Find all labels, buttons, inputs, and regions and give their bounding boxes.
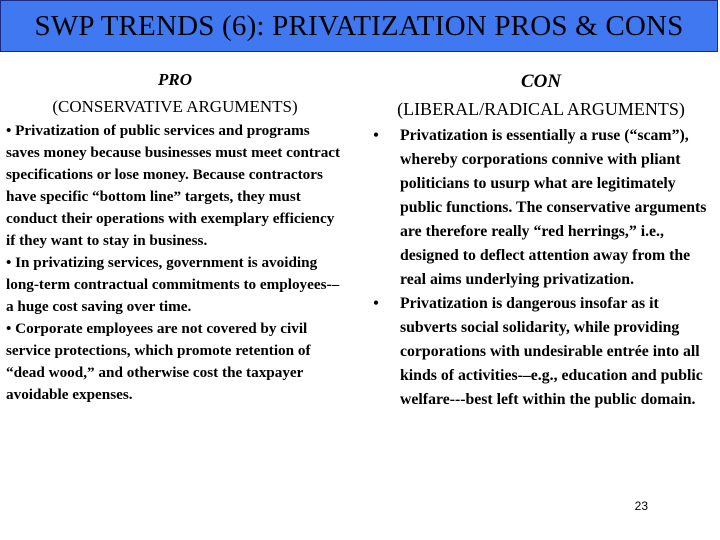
con-item [366,292,716,412]
bullet-icon: • [373,295,379,312]
pro-heading: PRO [158,70,192,89]
con-column [366,72,716,412]
pro-column [6,70,344,406]
slide-title: SWP TRENDS (6): PRIVATIZATION PROS & CONS [34,9,684,42]
con-list [366,124,716,412]
con-item [366,124,716,292]
con-subheading: (LIBERAL/RADICAL ARGUMENTS) [397,99,685,119]
pro-items [6,120,344,406]
pro-item: • Privatization of public services and programs saves money because businesses must meet contract specifications or lose money. Because contractors have specific “bottom line” targets, they must conduct their operations with exemplary efficiency if they want to stay in business. [6,122,341,249]
slide-number: 23 [634,499,648,513]
con-item-text: Privatization is dangerous insofar as it subverts social solidarity, while providing corporations with undesirable entrée into all kinds of activities-–e.g., education and public welfare---best left within the public domain. [400,295,703,408]
pro-item: • Corporate employees are not covered by civil service protections, which promote retention of “dead wood,” and otherwise cost the taxpayer avoidable expenses. [6,320,311,403]
con-heading: CON [520,71,562,92]
bullet-icon: • [373,127,379,144]
title-bar [0,0,718,52]
con-item-text: Privatization is essentially a ruse (“scam”), whereby corporations connive with pliant politicians to usurp what are legitimately public functions. The conservative arguments are therefore really “red herrings,” i.e., designed to deflect attention away from the real aims underlying privatization. [400,127,707,288]
pro-subheading: (CONSERVATIVE ARGUMENTS) [52,97,298,116]
pro-item: • In privatizing services, government is avoiding long-term contractual commitments to employees-–a huge cost saving over time. [6,254,340,315]
